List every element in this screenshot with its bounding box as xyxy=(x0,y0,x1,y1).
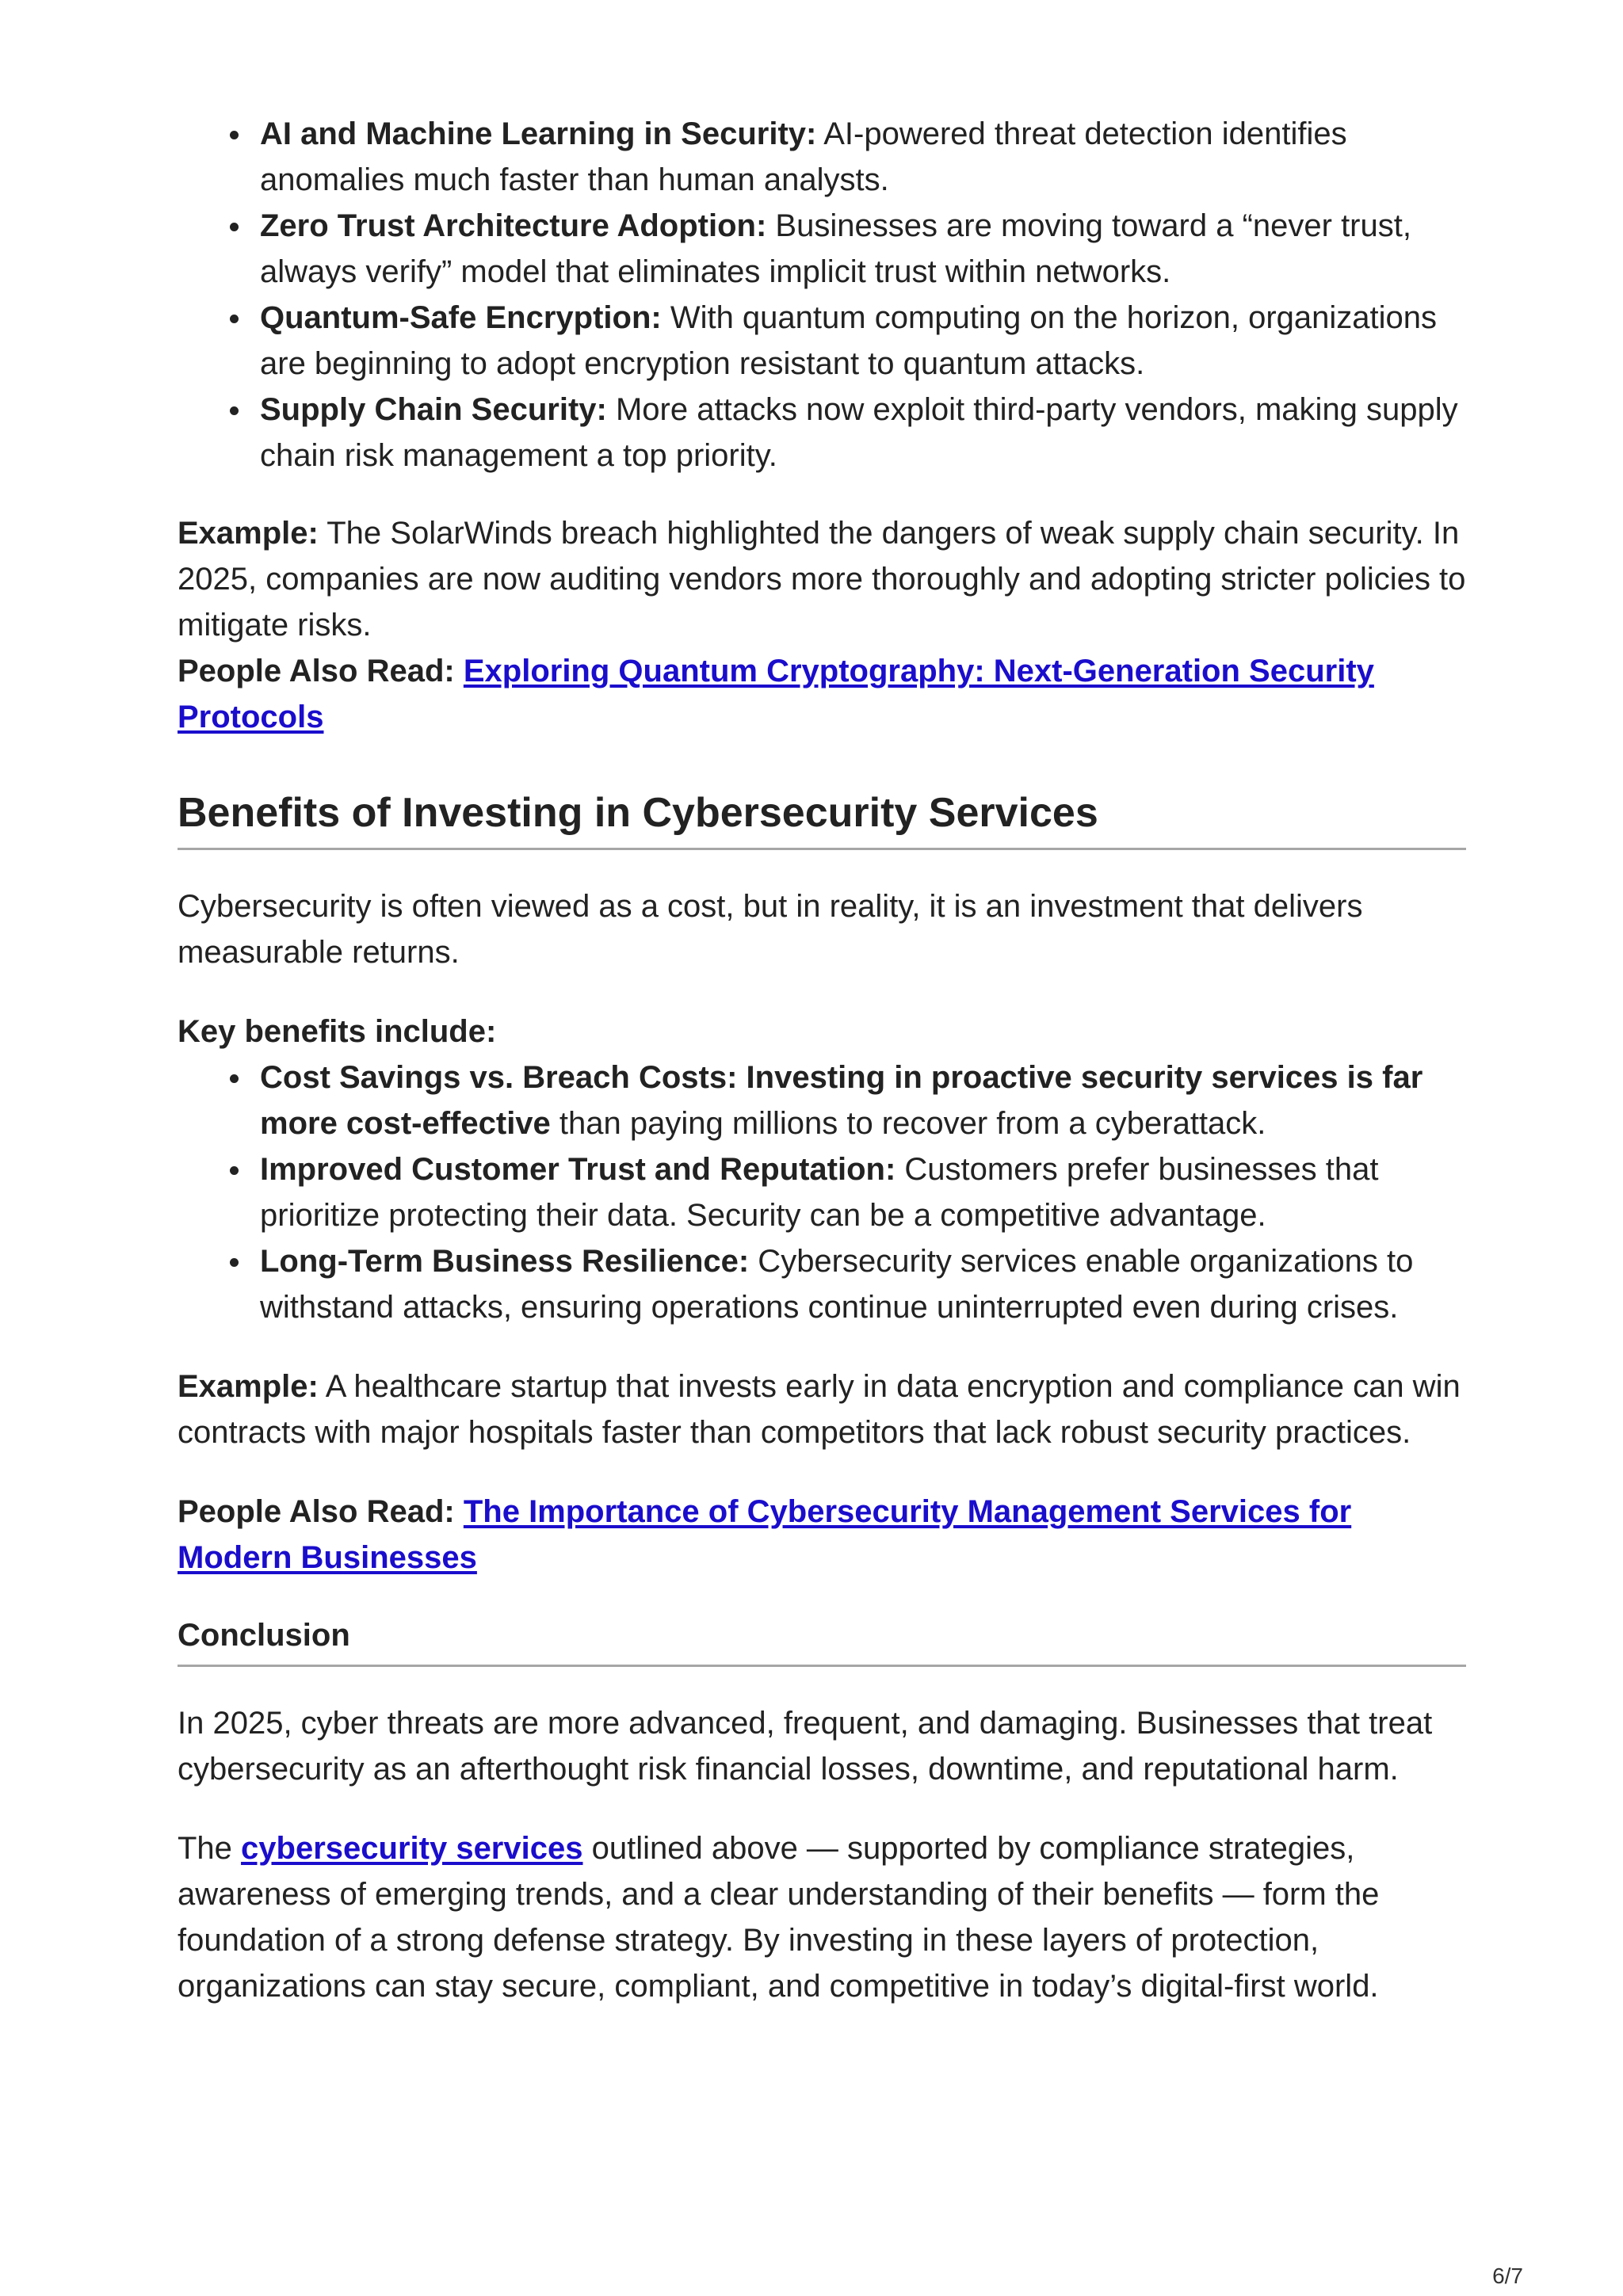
list-item-term: Zero Trust Architecture Adoption: xyxy=(260,208,767,243)
people-also-read-label: People Also Read: xyxy=(178,1494,455,1529)
list-item-term: AI and Machine Learning in Security: xyxy=(260,116,817,151)
quantum-cryptography-link[interactable]: Exploring Quantum Cryptography: Next-Generation Security Protocols xyxy=(178,654,1374,734)
people-also-read xyxy=(178,1489,1466,1581)
page-number: 6/7 xyxy=(1492,2264,1523,2288)
example-label: Example: xyxy=(178,516,319,551)
list-item xyxy=(260,1055,1466,1146)
example-paragraph xyxy=(178,510,1466,648)
list-item xyxy=(260,1146,1466,1238)
list-item xyxy=(260,295,1466,387)
list-item-term: Cost Savings vs. Breach Costs: Investing in proactive security services is far more cost-effective xyxy=(260,1060,1423,1141)
example-paragraph xyxy=(178,1363,1466,1455)
example-text: A healthcare startup that invests early in data encryption and compliance can win contracts with major hospitals faster than competitors that lack robust security practices. xyxy=(178,1369,1461,1450)
list-item-text: With quantum computing on the horizon, organizations are beginning to adopt encryption resistant to quantum attacks. xyxy=(260,300,1438,381)
benefits-heading: Benefits of Investing in Cybersecurity Services xyxy=(178,788,1466,850)
list-item-text: Businesses are moving toward a “never trust, always verify” model that eliminates implicit trust within networks. xyxy=(260,208,1411,289)
benefits-intro: Cybersecurity is often viewed as a cost, but in reality, it is an investment that delivers measurable returns. xyxy=(178,889,1363,970)
trends-list xyxy=(178,111,1466,479)
list-item-term: Improved Customer Trust and Reputation: xyxy=(260,1152,896,1187)
list-item-text: More attacks now exploit third-party vendors, making supply chain risk management a top priority. xyxy=(260,392,1458,473)
list-item xyxy=(260,203,1466,295)
document-page xyxy=(178,111,1466,2009)
list-item-term: Long-Term Business Resilience: xyxy=(260,1244,750,1279)
conclusion-paragraph: In 2025, cyber threats are more advanced, frequent, and damaging. Businesses that treat cybersecurity as an afterthought risk financial losses, downtime, and reputational harm. xyxy=(178,1706,1433,1787)
list-item-term: Supply Chain Security: xyxy=(260,392,607,427)
list-item xyxy=(260,387,1466,479)
list-item-term: Quantum-Safe Encryption: xyxy=(260,300,662,335)
list-item-text: Customers prefer businesses that prioritize protecting their data. Security can be a competitive advantage. xyxy=(260,1152,1379,1233)
list-item xyxy=(260,111,1466,203)
cybersecurity-management-link[interactable]: The Importance of Cybersecurity Management Services for Modern Businesses xyxy=(178,1494,1352,1575)
conclusion-paragraph: The cybersecurity services outlined above — supported by compliance strategies, awareness of emerging trends, and a clear understanding of their benefits — form the foundation of a strong defense strategy. By investing in these layers of protection, organizations can stay secure, compliant, and competitive in today’s digital-first world. xyxy=(178,1831,1380,2004)
key-benefits-label: Key benefits include: xyxy=(178,1014,497,1049)
list-item-text: than paying millions to recover from a cyberattack. xyxy=(550,1106,1266,1141)
example-label: Example: xyxy=(178,1369,319,1404)
list-item xyxy=(260,1238,1466,1330)
cybersecurity-services-link[interactable]: cybersecurity services xyxy=(241,1831,583,1866)
example-text: The SolarWinds breach highlighted the dangers of weak supply chain security. In 2025, companies are now auditing vendors more thoroughly and adopting stricter policies to mitigate risks. xyxy=(178,516,1466,643)
list-item-text: Cybersecurity services enable organizations to withstand attacks, ensuring operations continue uninterrupted even during crises. xyxy=(260,1244,1414,1325)
people-also-read-label: People Also Read: xyxy=(178,654,455,688)
list-item-text: AI-powered threat detection identifies anomalies much faster than human analysts. xyxy=(260,116,1347,197)
conclusion-heading: Conclusion xyxy=(178,1612,1466,1667)
people-also-read xyxy=(178,648,1466,740)
benefits-list xyxy=(178,1055,1466,1330)
